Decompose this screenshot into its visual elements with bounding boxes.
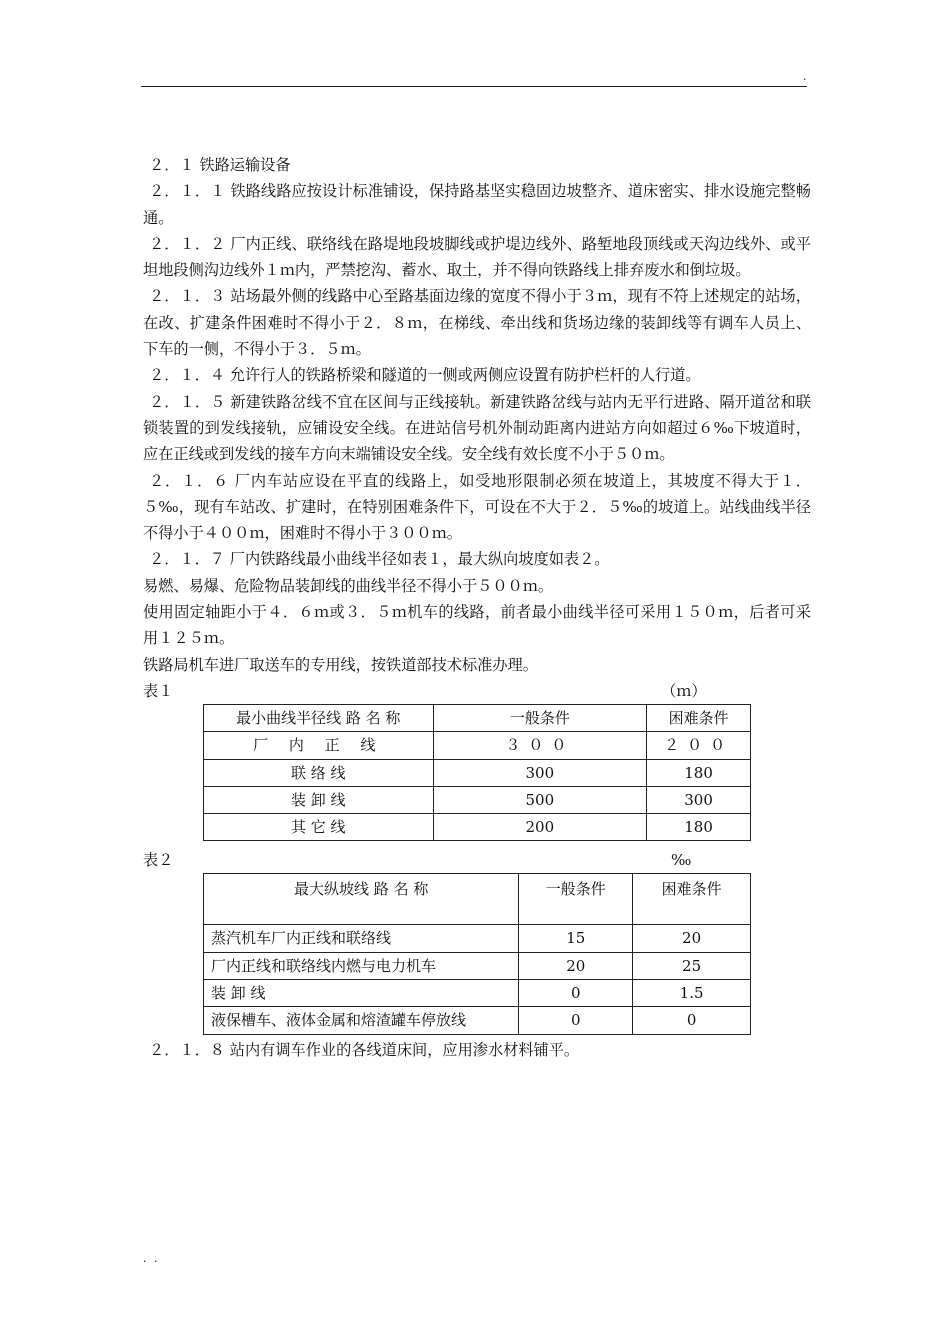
paragraph-2-1-1: ２．１．１ 铁路线路应按设计标准铺设，保持路基坚实稳固边坡整齐、道床密实、排水设施完整畅通。 xyxy=(143,182,811,227)
paragraph-2-1-6: ２．１．６ 厂内车站应设在平直的线路上，如受地形限制必须在坡道上，其坡度不得大于１．５‰，现有车站改、扩建时，在特别困难条件下，可设在不大于２．５‰的坡道上。站线曲线半径不得小于４００ｍ，困难时不得小于３００ｍ。 xyxy=(143,471,811,543)
table1-header-row xyxy=(204,704,751,731)
table1-caption xyxy=(143,678,811,704)
table-cell: 15 xyxy=(519,925,633,952)
table-cell: 500 xyxy=(433,786,647,813)
table-cell: 装 卸 线 xyxy=(204,980,519,1007)
table2-header-normal: 一般条件 xyxy=(519,874,633,925)
header-rule xyxy=(141,86,807,87)
table-cell: 蒸汽机车厂内正线和联络线 xyxy=(204,925,519,952)
paragraph-2-1-7: ２．１．７ 厂内铁路线最小曲线半径如表１，最大纵向坡度如表２。 xyxy=(149,550,610,569)
table-row xyxy=(204,1007,751,1034)
table-cell: 200 xyxy=(433,814,647,841)
table-row xyxy=(204,952,751,979)
paragraph-flammable: 易燃、易爆、危险物品装卸线的曲线半径不得小于５００ｍ。 xyxy=(143,576,554,595)
table-cell: 20 xyxy=(519,952,633,979)
footer-dots: . . xyxy=(143,1252,160,1265)
section-heading: ２．１ 铁路运输设备 xyxy=(149,156,291,174)
paragraph-wheelbase: 使用固定轴距小于４．６ｍ或３．５ｍ机车的线路，前者最小曲线半径可采用１５０ｍ，后者可采用１２５ｍ。 xyxy=(143,603,811,648)
table-row xyxy=(204,732,751,759)
table-cell: 其 它 线 xyxy=(204,814,434,841)
paragraph-2-1-3: ２．１．３ 站场最外侧的线路中心至路基面边缘的宽度不得小于３ｍ，现有不符上述规定的站场，在改、扩建条件困难时不得小于２．８ｍ，在梯线、牵出线和货场边缘的装卸线等有调车人员上、下车的一侧，不得小于３．５ｍ。 xyxy=(143,287,811,359)
table2-header-difficult: 困难条件 xyxy=(633,874,751,925)
table-row xyxy=(204,925,751,952)
table2-caption xyxy=(143,847,811,873)
table-cell: 25 xyxy=(633,952,751,979)
table-cell: 180 xyxy=(647,759,751,786)
table-cell: ２００ xyxy=(647,732,751,759)
table-row xyxy=(204,980,751,1007)
table-cell: 180 xyxy=(647,814,751,841)
document-body xyxy=(143,152,811,1063)
paragraph-railway-bureau: 铁路局机车进厂取送车的专用线，按铁道部技术标准办理。 xyxy=(143,655,538,674)
table-row xyxy=(204,814,751,841)
paragraph-2-1-4: ２．１．４ 允许行人的铁路桥梁和隧道的一侧或两侧应设置有防护栏杆的人行道。 xyxy=(149,366,701,385)
table1 xyxy=(203,704,751,841)
table2-header-row xyxy=(204,874,751,925)
table2 xyxy=(203,873,751,1034)
table2-label: 表２ xyxy=(143,851,174,870)
header-dot: . xyxy=(803,70,807,83)
table-cell: 1.5 xyxy=(633,980,751,1007)
table2-header-name: 最大纵坡线 路 名 称 xyxy=(204,874,519,925)
paragraph-2-1-2: ２．１．２ 厂内正线、联络线在路堤地段坡脚线或护堤边线外、路堑地段顶线或天沟边线外、或平坦地段侧沟边线外１ｍ内，严禁挖沟、蓄水、取土，并不得向铁路线上排弃废水和倒垃圾。 xyxy=(143,234,811,280)
table-row xyxy=(204,759,751,786)
table1-header-name: 最小曲线半径线 路 名 称 xyxy=(204,704,434,731)
table1-header-normal: 一般条件 xyxy=(433,704,647,731)
table-cell: 300 xyxy=(433,759,647,786)
table-cell: 装 卸 线 xyxy=(204,786,434,813)
table-cell: 0 xyxy=(519,1007,633,1034)
table-cell: ３００ xyxy=(433,732,647,759)
table-row xyxy=(204,786,751,813)
table2-unit: ‰ xyxy=(671,851,692,870)
table1-label: 表１ xyxy=(143,681,174,700)
table-cell: 厂 内 正 线 xyxy=(204,732,434,759)
paragraph-2-1-8: ２．１．８ 站内有调车作业的各线道床间，应用渗水材料铺平。 xyxy=(149,1040,580,1059)
table-cell: 20 xyxy=(633,925,751,952)
table1-header-difficult: 困难条件 xyxy=(647,704,751,731)
table-cell: 0 xyxy=(633,1007,751,1034)
table-cell: 液保槽车、液体金属和熔渣罐车停放线 xyxy=(204,1007,519,1034)
table1-unit: （ｍ） xyxy=(661,681,707,700)
table-cell: 300 xyxy=(647,786,751,813)
paragraph-2-1-5: ２．１．５ 新建铁路岔线不宜在区间与正线接轨。新建铁路岔线与站内无平行进路、隔开道岔和联锁装置的到发线接轨，应铺设安全线。在进站信号机外制动距离内进站方向如超过６‰下坡道时，应在正线或到发线的接车方向末端铺设安全线。安全线有效长度不小于５０ｍ。 xyxy=(143,392,811,464)
table-cell: 联 络 线 xyxy=(204,759,434,786)
table-cell: 厂内正线和联络线内燃与电力机车 xyxy=(204,952,519,979)
table-cell: 0 xyxy=(519,980,633,1007)
